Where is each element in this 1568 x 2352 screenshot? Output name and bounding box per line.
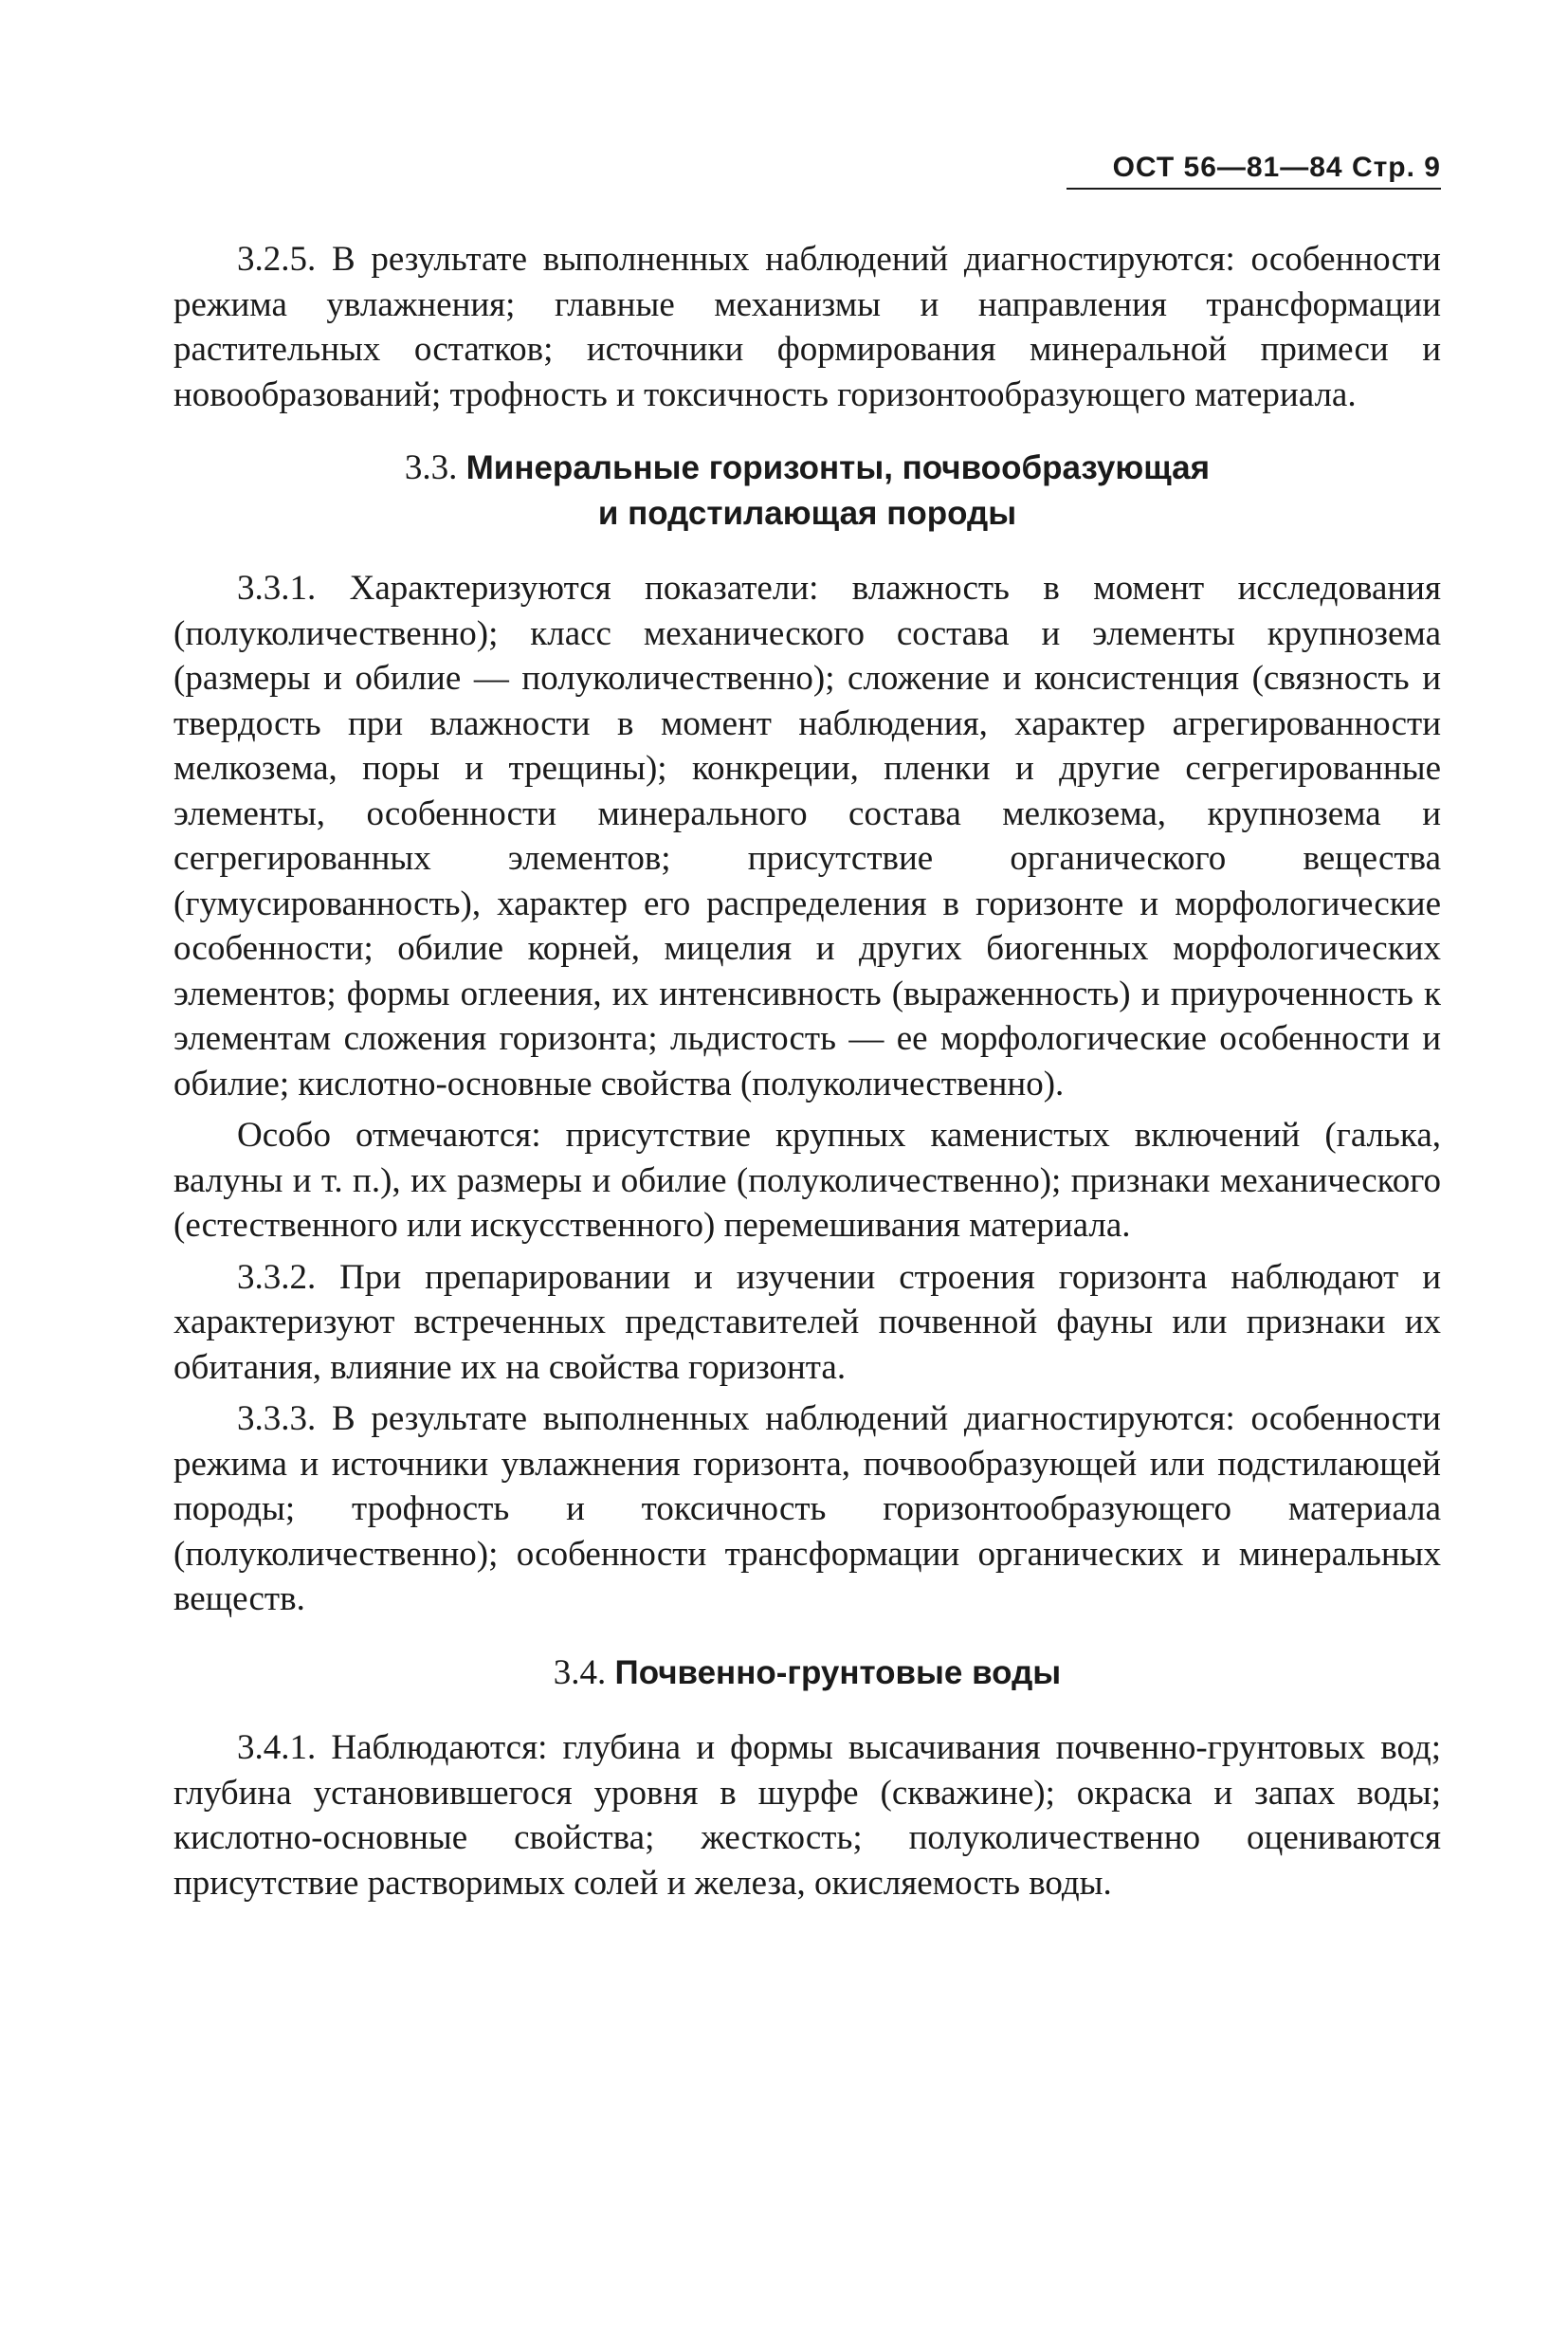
document-body [173, 237, 1441, 1912]
section-heading-3-3 [173, 446, 1441, 536]
section-title-line-2: и подстилающая породы [597, 494, 1017, 532]
paragraph-3-3-2: 3.3.2. При препарировании и изучении строения горизонта наблюдают и характеризуют встреченных представителей почвенной фауны или признаки их обитания, влияние их на свойства горизонта. [173, 1257, 1441, 1387]
section-number: 3.4. [553, 1652, 607, 1692]
paragraph-3-3-1-note: Особо отмечаются: присутствие крупных каменистых включений (галька, валуны и т. п.), их размеры и обилие (полуколичественно); признаки механического (естественного или искусственного) перемешивания материала. [173, 1116, 1441, 1245]
paragraph-3-4-1: 3.4.1. Наблюдаются: глубина и формы высачивания почвенно-грунтовых вод; глубина установившегося уровня в шурфе (скважине); окраска и запах воды; кислотно-основные свойства; жесткость; полуколичественно оцениваются присутствие растворимых солей и железа, окисляемость воды. [173, 1728, 1441, 1903]
paragraph-3-3-3: 3.3.3. В результате выполненных наблюдений диагностируются: особенности режима и источники увлажнения горизонта, почвообразующей или подстилающей породы; трофность и токсичность горизонтообразующего материала (полуколичественно); особенности трансформации органических и минеральных веществ. [173, 1399, 1441, 1618]
section-title: Почвенно-грунтовые воды [614, 1653, 1062, 1691]
running-header: ОСТ 56—81—84 Стр. 9 [1067, 152, 1441, 190]
paragraph-3-2-5: 3.2.5. В результате выполненных наблюдений диагностируются: особенности режима увлажнения; главные механизмы и направления трансформации растительных остатков; источники формирования минеральной примеси и новообразований; трофность и токсичность горизонтообразующего материала. [173, 240, 1441, 414]
section-heading-3-4 [173, 1650, 1441, 1696]
section-title-line-1: Минеральные горизонты, почвообразующая [465, 449, 1211, 486]
section-number: 3.3. [404, 448, 458, 487]
paragraph-3-3-1: 3.3.1. Характеризуются показатели: влажность в момент исследования (полуколичественно); класс механического состава и элементы крупнозема (размеры и обилие — полуколичественно); сложение и консистенция (связность и твердость при влажности в момент наблюдения, характер агрегированности мелкозема, поры и трещины); конкреции, пленки и другие сегрегированные элементы, особенности минерального состава мелкозема, крупнозема и сегрегированных элементов; присутствие органического вещества (гумусированность), характер его распределения в горизонте и морфологические особенности; обилие корней, мицелия и других биогенных морфологических элементов; формы оглеения, их интенсивность (выраженность) и приуроченность к элементам сложения горизонта; льдистость — ее морфологические особенности и обилие; кислотно-основные свойства (полуколичественно). [173, 569, 1441, 1103]
